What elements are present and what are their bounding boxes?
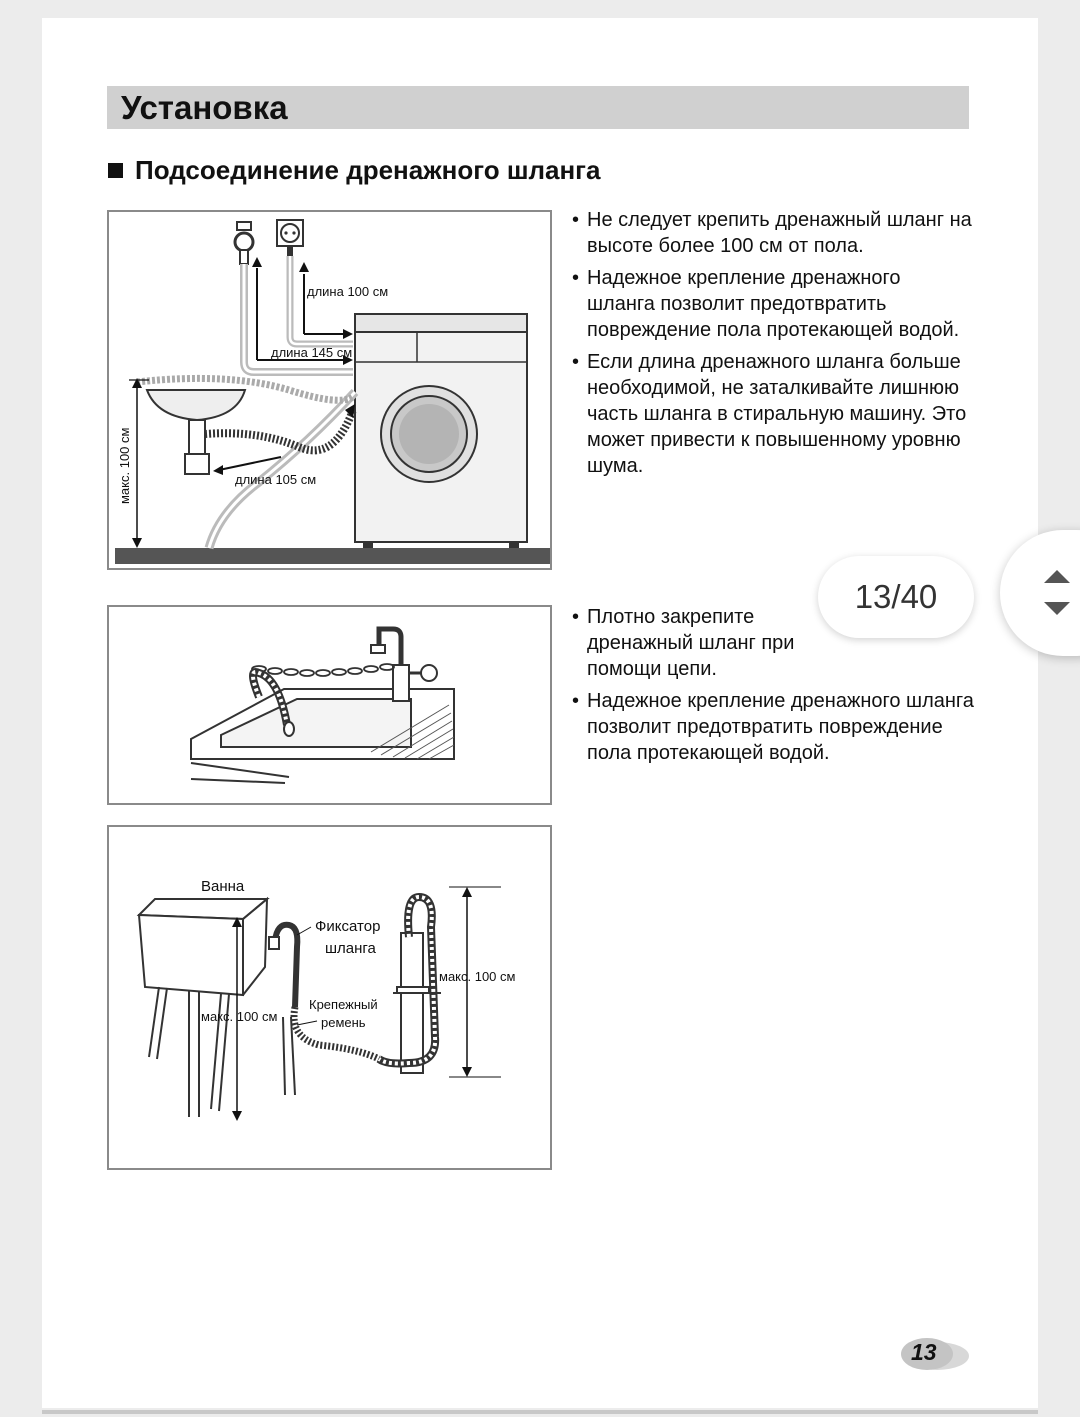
page-bottom-edge — [42, 1410, 1038, 1414]
fixator-label-line1: Фиксатор — [315, 918, 381, 935]
page-indicator[interactable]: 13/40 — [818, 556, 974, 638]
tub-icon — [139, 899, 295, 1117]
figure-tub-standpipe-drawing — [109, 827, 550, 1168]
length-105-label: длина 105 см — [235, 472, 317, 487]
fixator-label-line2: шланга — [325, 940, 376, 957]
strap-label-line2: ремень — [321, 1015, 366, 1030]
list-item: • Надежное крепление дренажного шланга позволит предотвратить повреждение пола протекающей водой. — [572, 688, 977, 766]
figure-tub-and-standpipe — [107, 825, 552, 1170]
length-145-label: длина 145 см — [271, 345, 353, 360]
section-title: Установка — [121, 89, 288, 126]
length-100-label: длина 100 см — [307, 284, 389, 299]
notes-list-1 — [572, 207, 972, 485]
power-socket-icon — [277, 220, 303, 256]
list-item: • Если длина дренажного шланга больше необходимой, не заталкивайте лишнюю часть шланга в стиральную машину. Это может привести к повышенному уровню шума. — [572, 349, 972, 479]
subsection-heading — [108, 152, 600, 188]
water-tap-icon — [235, 222, 253, 264]
page-number: 13 — [911, 1339, 937, 1365]
max-height-label: макс. 100 см — [117, 427, 132, 504]
list-item: • Надежное крепление дренажного шланга позволит предотвратить повреждение пола протекающей водой. — [572, 265, 972, 343]
chain-icon — [252, 664, 394, 676]
strap-label-line1: Крепежный — [309, 997, 378, 1012]
section-header-bar — [107, 86, 969, 129]
list-item: • Не следует крепить дренажный шланг на высоте более 100 см от пола. — [572, 207, 972, 259]
figure-hose-lengths — [107, 210, 552, 570]
subsection-title: Подсоединение дренажного шланга — [135, 154, 601, 185]
max-right-label: макс. 100 см — [439, 969, 516, 984]
square-bullet-icon — [108, 163, 123, 178]
washing-machine-icon — [355, 314, 527, 548]
page-number-badge — [897, 1334, 969, 1374]
figure-chain-fixing-drawing — [109, 607, 550, 803]
figure-hose-lengths-drawing — [109, 212, 550, 568]
arrow-down-icon[interactable] — [1044, 602, 1070, 615]
bath-label: Ванна — [201, 878, 245, 895]
notes-list-2 — [572, 604, 974, 772]
list-item: • Плотно закрепите дренажный шланг при помощи цепи. — [572, 604, 822, 682]
arrow-up-icon[interactable] — [1044, 570, 1070, 583]
standpipe-icon — [397, 933, 429, 1073]
max-left-label: макс. 100 см — [201, 1009, 278, 1024]
figure-chain-fixing — [107, 605, 552, 805]
